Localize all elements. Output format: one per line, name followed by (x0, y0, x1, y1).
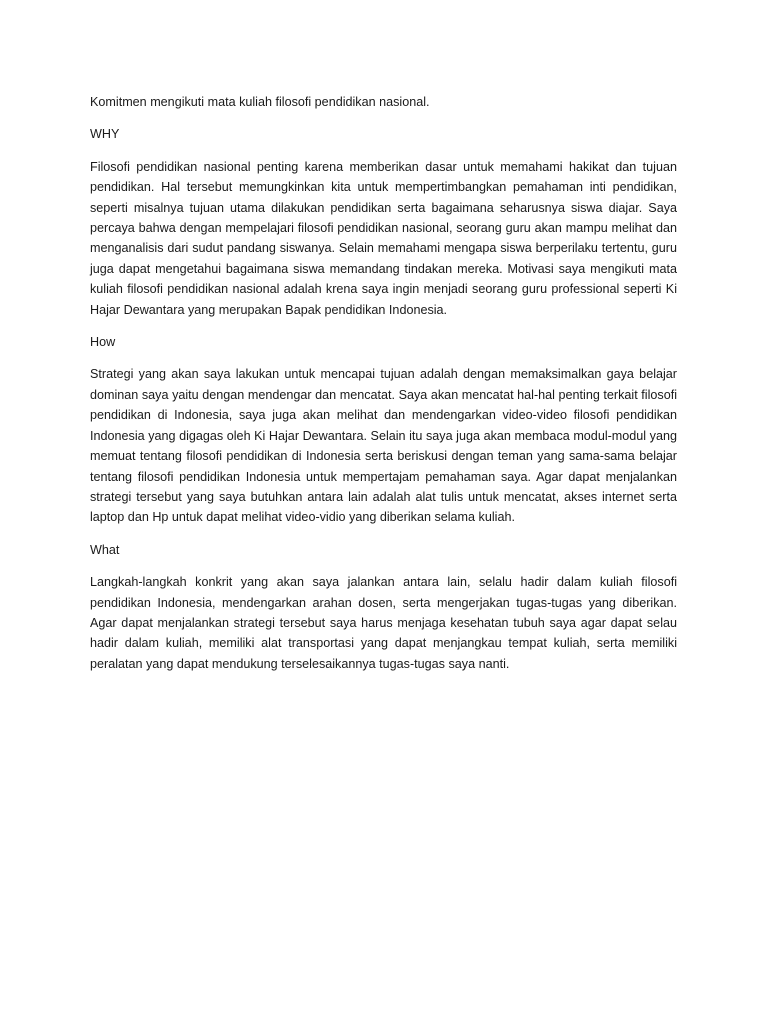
section-heading-what: What (90, 542, 120, 557)
section-body-why: Filosofi pendidikan nasional penting karena memberikan dasar untuk memahami hakikat dan tujuan pendidikan. Hal tersebut memungkinkan kita untuk mempertimbangkan pemahaman inti pendidikan, seperti misalnya tujuan utama dilakukan pendidikan serta bagaimana seharusnya siswa diajar. Saya percaya bahwa dengan mempelajari filosofi pendidikan nasional, seorang guru akan mampu melihat dan menganalisis dari sudut pandang siswanya. Selain memahami mengapa siswa berperilaku tertentu, guru juga dapat mengetahui bagaimana siswa memandang tindakan mereka. Motivasi saya mengikuti mata kuliah filosofi pendidikan nasional adalah krena saya ingin menjadi seorang guru professional seperti Ki Hajar Dewantara yang merupakan Bapak pendidikan Indonesia. (90, 159, 677, 317)
section-body-how: Strategi yang akan saya lakukan untuk mencapai tujuan adalah dengan memaksimalkan gaya belajar dominan saya yaitu dengan mendengar dan mencatat. Saya akan mencatat hal-hal penting terkait filosofi pendidikan di Indonesia, saya juga akan melihat dan mendengarkan video-video filosofi pendidikan Indonesia yang digagas oleh Ki Hajar Dewantara. Selain itu saya juga akan membaca modul-modul yang memuat tentang filosofi pendidikan di Indonesia serta beriskusi dengan teman yang sama-sama belajar tentang filosofi pendidikan Indonesia untuk mempertajam pemahaman saya. Agar dapat menjalankan strategi tersebut yang saya butuhkan antara lain adalah alat tulis untuk mencatat, akses internet serta laptop dan Hp untuk dapat melihat video-vidio yang diberikan selama kuliah. (90, 367, 677, 525)
section-heading-why: WHY (90, 127, 120, 142)
section-body-what: Langkah-langkah konkrit yang akan saya jalankan antara lain, selalu hadir dalam kuliah filosofi pendidikan Indonesia, mendengarkan arahan dosen, serta mengerjakan tugas-tugas yang diberikan. Agar dapat menjalankan strategi tersebut saya harus menjaga kesehatan tubuh saya agar dapat selau hadir dalam kuliah, memiliki alat transportasi yang dapat menjangkau tempat kuliah, serta memiliki peralatan yang dapat mendukung terselesaikannya tugas-tugas saya nanti. (90, 575, 677, 671)
document-content (90, 92, 677, 674)
section-heading-how: How (90, 335, 116, 350)
document-title: Komitmen mengikuti mata kuliah filosofi pendidikan nasional. (90, 95, 430, 109)
